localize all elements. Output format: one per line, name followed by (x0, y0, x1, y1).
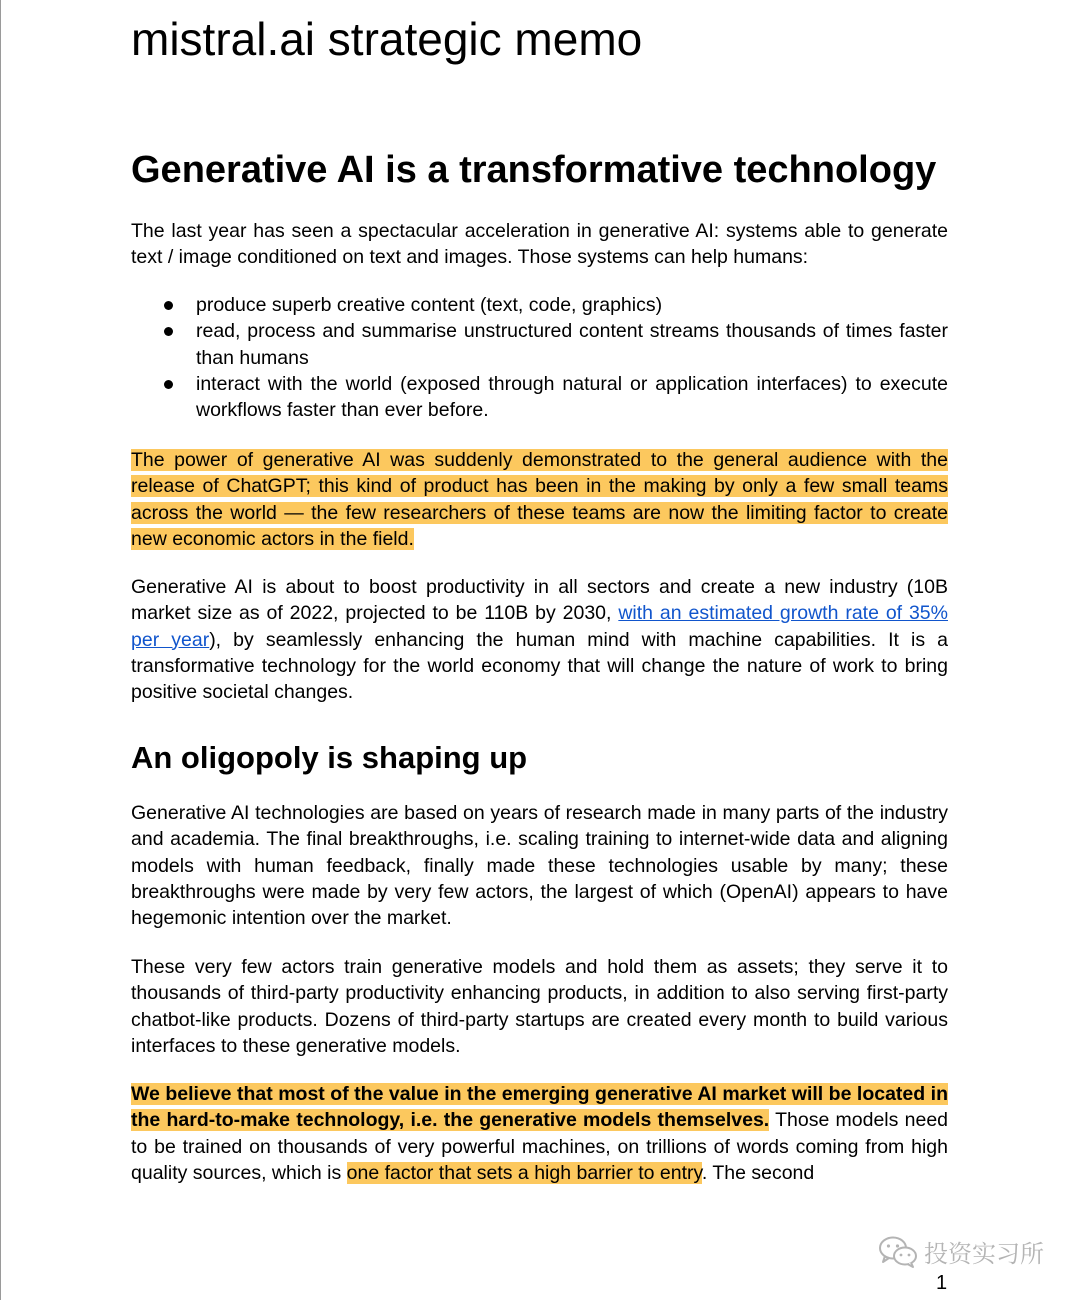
section-heading-generative-ai: Generative AI is a transformative technology (131, 149, 937, 191)
bullet-icon (164, 380, 173, 389)
growth-rate-link[interactable]: with an estimated growth rate of 35% per year (131, 602, 948, 651)
wechat-icon (878, 1235, 918, 1269)
chatgpt-paragraph (131, 447, 948, 552)
list-item-text: interact with the world (exposed through natural or application interfaces) to execute workflows faster than ever before. (196, 372, 948, 422)
bullet-icon (164, 301, 173, 310)
watermark-text: 投资实习所 (924, 1240, 1044, 1268)
list-item (131, 371, 948, 424)
paragraph-text: Generative AI is about to boost productivity in all sectors and create a new industry (10B market size as of 2022, projected to be 110B by 2030, (131, 576, 948, 625)
research-paragraph: Generative AI technologies are based on years of research made in many parts of the industry and academia. The final breakthroughs, i.e. scaling training to internet-wide data and aligning models with human feedback, finally made these technologies usable by many; these breakthroughs were made by very few actors, the largest of which (OpenAI) appears to have hegemonic intention over the market. (131, 802, 948, 930)
bullet-icon (164, 327, 173, 336)
capabilities-list (131, 292, 948, 423)
highlighted-text: one factor that sets a high barrier to entry (346, 1161, 702, 1184)
intro-paragraph: The last year has seen a spectacular acceleration in generative AI: systems able to generate text / image conditioned on text and images. Those systems can help humans: (131, 220, 948, 269)
actors-paragraph: These very few actors train generative models and hold them as assets; they serve it to thousands of third-party productivity enhancing products, in addition to also serving first-party chatbot-like products. Dozens of third-party startups are created every month to build various interfaces to these generative models. (131, 956, 948, 1057)
page-number: 1 (936, 1272, 948, 1294)
page-left-edge (0, 0, 1, 1300)
list-item (131, 318, 948, 371)
list-item-text: read, process and summarise unstructured content streams thousands of times faster than humans (196, 320, 948, 369)
paragraph-text: Those models need to be trained on thousands of very powerful machines, on trillions of words coming from high quality sources, which is (131, 1109, 949, 1184)
highlighted-text: The power of generative AI was suddenly demonstrated to the general audience with the release of ChatGPT; this kind of product has been in the making by only a few small teams across the world — the few researchers of these teams are now the limiting factor to create new economic actors in the field. (131, 449, 948, 550)
section-heading-oligopoly: An oligopoly is shaping up (131, 740, 528, 775)
paragraph-text: ), by seamlessly enhancing the human mind with machine capabilities. It is a transformative technology for the world economy that will change the nature of work to bring positive societal changes. (131, 628, 948, 704)
list-item (131, 292, 948, 318)
value-paragraph (131, 1081, 948, 1186)
list-item-text: produce superb creative content (text, code, graphics) (196, 294, 663, 316)
paragraph-text: . The second (701, 1161, 815, 1184)
bold-highlighted-text: We believe that most of the value in the emerging generative AI market will be located in the hard-to-make technology, i.e. the generative models themselves. (131, 1083, 948, 1132)
document-title: mistral.ai strategic memo (131, 13, 643, 65)
productivity-paragraph (131, 574, 948, 705)
watermark (878, 1234, 1044, 1269)
